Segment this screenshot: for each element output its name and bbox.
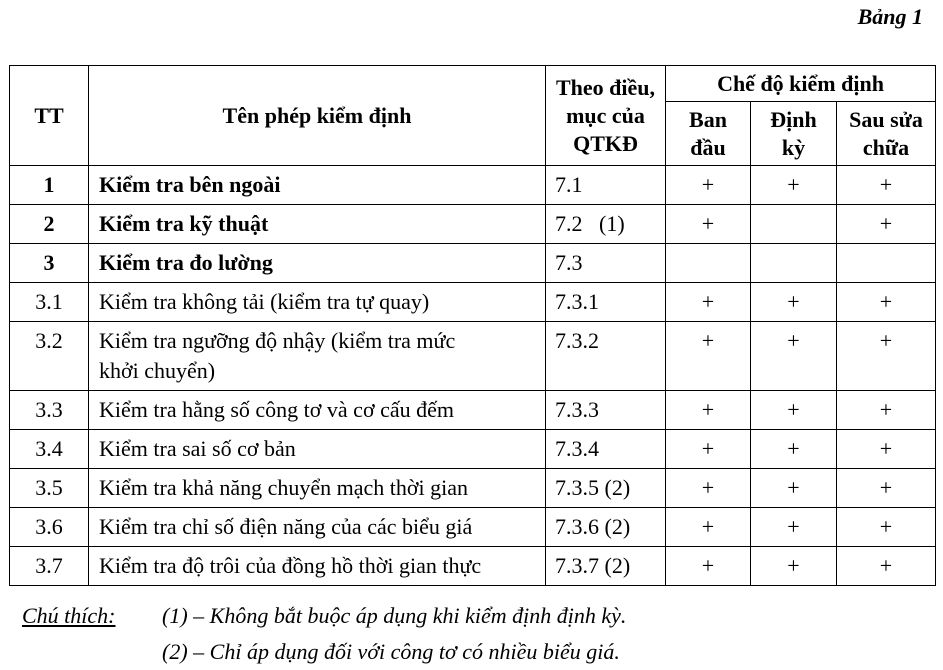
row-periodic: + [751,166,837,205]
row-initial: + [666,205,751,244]
row-repair: + [837,391,936,430]
header-mode-periodic-line2: kỳ [781,134,806,160]
table-row [10,244,936,283]
row-ref: 7.3.2 [546,322,666,391]
note-2: (2) – Chỉ áp dụng đối với công tơ có nhiều biểu giá. [162,639,620,664]
header-name: Tên phép kiểm định [89,66,546,166]
row-name: Kiểm tra kỹ thuật [89,205,546,244]
row-periodic: + [751,322,837,391]
row-tt: 3.3 [10,391,89,430]
row-name: Kiểm tra bên ngoài [89,166,546,205]
row-ref: 7.1 [546,166,666,205]
row-repair: + [837,166,936,205]
notes-label: Chú thích: [22,603,116,628]
row-initial: + [666,391,751,430]
row-periodic [751,244,837,283]
row-initial: + [666,508,751,547]
row-tt: 3.6 [10,508,89,547]
note-1: (1) – Không bắt buộc áp dụng khi kiểm định định kỳ. [162,603,627,628]
header-ref-line1: Theo điều, [555,74,656,100]
row-tt: 3.5 [10,469,89,508]
row-initial: + [666,166,751,205]
note-line-1 [22,598,626,634]
header-mode-periodic-line1: Định [770,106,817,132]
row-name: Kiểm tra không tải (kiểm tra tự quay) [89,283,546,322]
header-mode-repair-line2: chữa [862,134,910,160]
table-row [10,430,936,469]
row-periodic: + [751,430,837,469]
row-initial: + [666,547,751,586]
row-tt: 3.7 [10,547,89,586]
row-periodic: + [751,547,837,586]
row-name: Kiểm tra khả năng chuyển mạch thời gian [89,469,546,508]
row-name-line1: Kiểm tra ngưỡng độ nhậy (kiểm tra mức [99,328,456,353]
row-tt: 3.2 [10,322,89,391]
row-periodic: + [751,469,837,508]
row-initial: + [666,469,751,508]
row-repair: + [837,508,936,547]
row-ref: 7.3.7 (2) [546,547,666,586]
row-initial: + [666,430,751,469]
row-tt: 3.1 [10,283,89,322]
row-name: Kiểm tra đo lường [89,244,546,283]
table-label: Bảng 1 [857,4,923,29]
row-periodic: + [751,283,837,322]
table-row [10,391,936,430]
row-repair: + [837,430,936,469]
row-repair: + [837,547,936,586]
row-ref: 7.3.4 [546,430,666,469]
header-ref-line2: mục của [566,102,645,128]
header-mode-initial [666,102,751,166]
table-row [10,166,936,205]
header-mode-group: Chế độ kiểm định [666,66,936,102]
row-name-line2: khởi chuyển) [99,358,216,383]
table-row [10,205,936,244]
row-tt: 1 [10,166,89,205]
row-name [89,322,546,391]
row-initial [666,244,751,283]
row-name: Kiểm tra độ trôi của đồng hồ thời gian thực [89,547,546,586]
row-ref: 7.3.5 (2) [546,469,666,508]
header-mode-initial-line2: đầu [690,134,726,160]
row-periodic [751,205,837,244]
header-tt: TT [10,66,89,166]
row-tt: 2 [10,205,89,244]
notes [22,598,626,670]
row-ref: 7.3.6 (2) [546,508,666,547]
header-mode-repair [837,102,936,166]
row-repair [837,244,936,283]
header-mode-periodic [751,102,837,166]
header-ref-line3: QTKĐ [573,130,638,156]
header-row-top [10,66,936,102]
row-ref: 7.3.3 [546,391,666,430]
row-ref: 7.2 (1) [546,205,666,244]
table-row [10,547,936,586]
row-repair: + [837,322,936,391]
inspection-table [9,65,936,586]
row-repair: + [837,283,936,322]
table-row [10,469,936,508]
row-tt: 3.4 [10,430,89,469]
table-row [10,508,936,547]
row-name: Kiểm tra chỉ số điện năng của các biểu giá [89,508,546,547]
row-periodic: + [751,508,837,547]
row-tt: 3 [10,244,89,283]
header-mode-repair-line1: Sau sửa [849,106,923,132]
header-ref [546,66,666,166]
row-name: Kiểm tra sai số cơ bản [89,430,546,469]
row-ref: 7.3 [546,244,666,283]
row-name: Kiểm tra hằng số công tơ và cơ cấu đếm [89,391,546,430]
table-row [10,283,936,322]
header-mode-initial-line1: Ban [689,106,727,132]
table-row [10,322,936,391]
row-repair: + [837,469,936,508]
row-initial: + [666,283,751,322]
row-repair: + [837,205,936,244]
row-ref: 7.3.1 [546,283,666,322]
row-initial: + [666,322,751,391]
row-periodic: + [751,391,837,430]
